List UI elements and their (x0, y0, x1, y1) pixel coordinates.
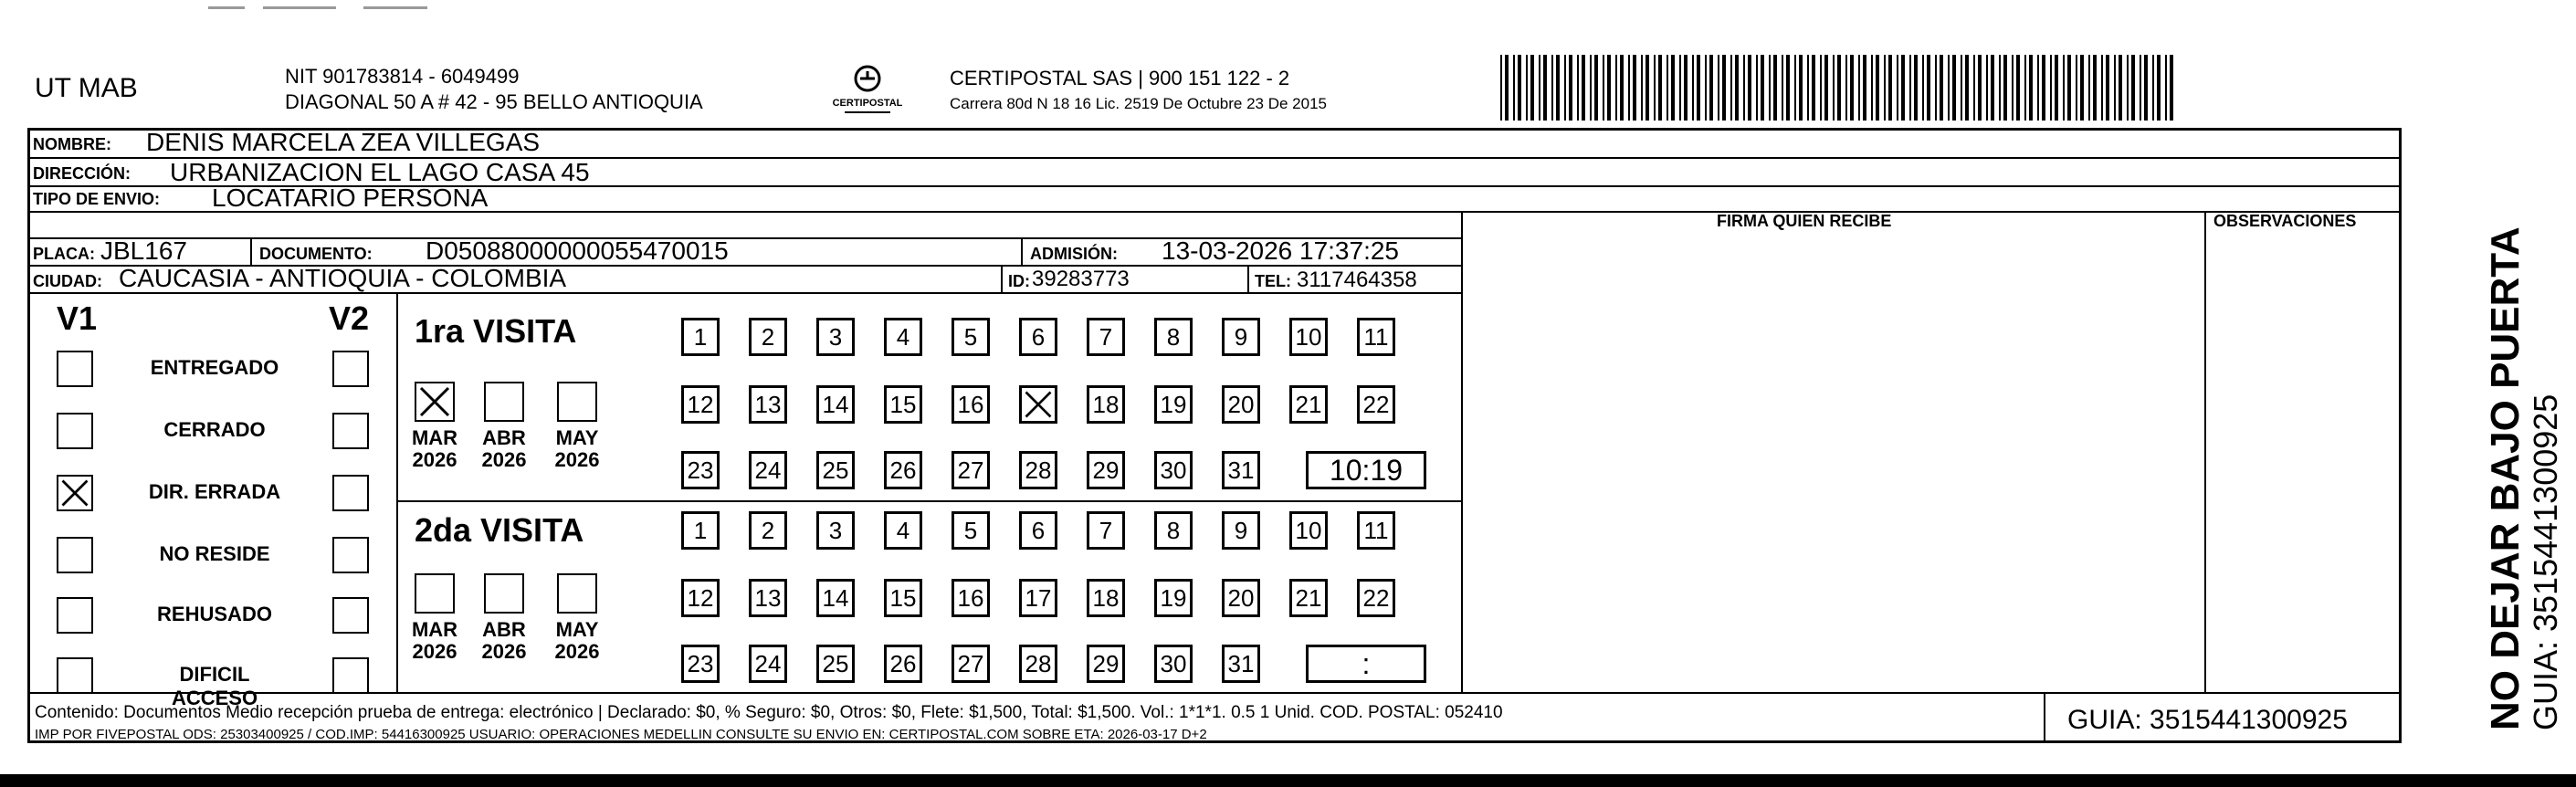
day-box[interactable]: 31 (1222, 451, 1260, 489)
barcode (1500, 55, 2180, 121)
status-label: REHUSADO (157, 603, 272, 625)
month-year: 2026 (554, 640, 600, 663)
v2-checkbox[interactable] (332, 475, 369, 511)
day-box[interactable]: 2 (749, 511, 787, 550)
month-checkbox[interactable] (557, 382, 597, 422)
day-box[interactable]: 9 (1222, 318, 1260, 356)
month-label (472, 619, 536, 663)
day-box[interactable]: 1 (681, 511, 720, 550)
footer-cell-divider (2044, 692, 2045, 743)
print-info: IMP POR FIVEPOSTAL ODS: 25303400925 / COD.IMP: 54416300925 USUARIO: OPERACIONES MEDELLIN CONSULTE SU ENVIO EN: CERTIPOSTAL.COM SOBRE ETA: 2026-03-17 D+2 (35, 727, 1207, 742)
day-box[interactable]: 25 (816, 645, 855, 683)
v1-checkbox[interactable] (57, 351, 93, 387)
v2-heading: V2 (329, 299, 370, 337)
city: CAUCASIA - ANTIOQUIA - COLOMBIA (119, 264, 567, 292)
footer-divider (27, 692, 2402, 694)
tel-number: 3117464358 (1297, 268, 1417, 292)
plate-label: PLACA: (33, 245, 95, 263)
recipient-address: URBANIZACION EL LAGO CASA 45 (170, 158, 590, 186)
day-box[interactable]: 27 (952, 645, 990, 683)
month-label (545, 427, 609, 471)
status-label: CERRADO (163, 418, 266, 441)
v2-checkbox[interactable] (332, 657, 369, 694)
day-box[interactable]: 28 (1019, 645, 1057, 683)
day-box[interactable]: 22 (1357, 385, 1395, 424)
company-name: UT MAB (35, 73, 138, 103)
cell-divider (1247, 265, 1249, 292)
day-box[interactable]: 14 (816, 579, 855, 617)
month-label (403, 619, 467, 663)
sender-info (285, 64, 703, 115)
license-line: Carrera 80d N 18 16 Lic. 2519 De Octubre 23 De 2015 (950, 95, 1327, 112)
send-type-label: TIPO DE ENVIO: (33, 190, 161, 208)
name-label: NOMBRE: (33, 135, 111, 153)
day-box[interactable]: 7 (1087, 318, 1125, 356)
month-year: 2026 (554, 448, 600, 471)
month-label (545, 619, 609, 663)
id-label: ID: (1008, 272, 1030, 290)
day-box[interactable]: 14 (816, 385, 855, 424)
day-box[interactable]: 5 (952, 511, 990, 550)
cell-divider (250, 237, 252, 265)
day-box[interactable]: 13 (749, 385, 787, 424)
v1-checkbox[interactable] (57, 537, 93, 573)
day-box[interactable]: 17 (1019, 579, 1057, 617)
day-box[interactable]: 13 (749, 579, 787, 617)
day-box[interactable]: 24 (749, 451, 787, 489)
status-label: NO RESIDE (159, 542, 270, 565)
month-name: MAY (555, 618, 599, 641)
day-box[interactable]: 23 (681, 451, 720, 489)
day-box[interactable]: 6 (1019, 511, 1057, 550)
sender-address: DIAGONAL 50 A # 42 - 95 BELLO ANTIOQUIA (285, 90, 703, 113)
visit1-title: 1ra VISITA (415, 312, 577, 350)
month-year: 2026 (481, 640, 527, 663)
nit-line: NIT 901783814 - 6049499 (285, 65, 520, 88)
day-box[interactable]: 18 (1087, 385, 1125, 424)
month-name: ABR (482, 618, 526, 641)
month-name: MAY (555, 426, 599, 449)
status-divider (396, 292, 398, 692)
obs-column-divider (2204, 211, 2206, 692)
time-box[interactable]: : (1306, 645, 1426, 683)
v1-checkbox[interactable] (57, 475, 93, 511)
bottom-edge (0, 774, 2576, 787)
day-box[interactable]: 3 (816, 318, 855, 356)
day-box[interactable]: 11 (1357, 511, 1395, 550)
document-label: DOCUMENTO: (259, 245, 373, 263)
logo-text: CERTIPOSTAL (832, 98, 903, 109)
v2-checkbox[interactable] (332, 413, 369, 449)
month-label (403, 427, 467, 471)
month-checkbox[interactable] (415, 382, 455, 422)
status-label: ENTREGADO (150, 356, 279, 379)
day-box[interactable]: 10 (1289, 318, 1328, 356)
month-year: 2026 (481, 448, 527, 471)
day-box[interactable]: 23 (681, 645, 720, 683)
visit-divider (396, 500, 1463, 502)
visit2-title: 2da VISITA (415, 511, 584, 549)
v2-checkbox[interactable] (332, 351, 369, 387)
day-box[interactable]: 12 (681, 579, 720, 617)
id-number: 39283773 (1032, 267, 1130, 291)
day-box[interactable]: 20 (1222, 579, 1260, 617)
v2-checkbox[interactable] (332, 597, 369, 634)
day-box[interactable]: 3 (816, 511, 855, 550)
day-box[interactable]: 7 (1087, 511, 1125, 550)
v1-checkbox[interactable] (57, 657, 93, 694)
day-box[interactable]: 26 (884, 645, 922, 683)
month-checkbox[interactable] (415, 573, 455, 614)
courier-info (950, 66, 1327, 117)
day-box[interactable]: 12 (681, 385, 720, 424)
day-box[interactable]: 2 (749, 318, 787, 356)
day-box[interactable]: 19 (1154, 579, 1193, 617)
day-box[interactable]: 26 (884, 451, 922, 489)
v1-checkbox[interactable] (57, 413, 93, 449)
city-label: CIUDAD: (33, 272, 102, 290)
day-box[interactable]: 29 (1087, 451, 1125, 489)
side-warning: NO DEJAR BAJO PUERTA (2483, 226, 2528, 730)
document-number: D05088000000055470015 (426, 236, 729, 265)
cell-divider (1001, 265, 1003, 292)
day-box[interactable]: 9 (1222, 511, 1260, 550)
admission-date: 13-03-2026 17:37:25 (1162, 236, 1399, 265)
v2-checkbox[interactable] (332, 537, 369, 573)
month-name: MAR (411, 618, 458, 641)
month-label (472, 427, 536, 471)
address-label: DIRECCIÓN: (33, 164, 131, 183)
day-box[interactable]: 8 (1154, 511, 1193, 550)
status-label: DIFICIL ACCESO (171, 663, 258, 709)
admission-label: ADMISIÓN: (1030, 245, 1118, 263)
plate: JBL167 (100, 236, 187, 265)
day-box[interactable]: 30 (1154, 451, 1193, 489)
day-box[interactable] (1019, 385, 1057, 424)
day-box[interactable]: 28 (1019, 451, 1057, 489)
day-box[interactable]: 16 (952, 579, 990, 617)
cell-divider (1021, 237, 1023, 265)
day-box[interactable]: 29 (1087, 645, 1125, 683)
day-box[interactable]: 4 (884, 318, 922, 356)
guide-form (27, 128, 2402, 743)
v1-heading: V1 (57, 299, 98, 337)
day-box[interactable]: 1 (681, 318, 720, 356)
day-box[interactable]: 15 (884, 579, 922, 617)
v1-checkbox[interactable] (57, 597, 93, 634)
month-name: MAR (411, 426, 458, 449)
day-box[interactable]: 8 (1154, 318, 1193, 356)
certipostal-logo (826, 60, 909, 121)
sign-column-divider (1461, 211, 1463, 692)
observations-label: OBSERVACIONES (2213, 212, 2357, 230)
month-name: ABR (482, 426, 526, 449)
day-box[interactable]: 25 (816, 451, 855, 489)
day-box[interactable]: 24 (749, 645, 787, 683)
day-box[interactable]: 31 (1222, 645, 1260, 683)
day-box[interactable]: 22 (1357, 579, 1395, 617)
month-checkbox[interactable] (484, 573, 524, 614)
day-box[interactable]: 27 (952, 451, 990, 489)
content-summary: Contenido: Documentos Medio recepción prueba de entrega: electrónico | Declarado: $0, % Seguro: $0, Otros: $0, Flete: $1,500, Total: $1,500. Vol.: 1*1*1. 0.5 1 Unid. COD. POSTAL: 052410 (35, 703, 1503, 722)
day-box[interactable]: 15 (884, 385, 922, 424)
month-year: 2026 (412, 448, 457, 471)
day-box[interactable]: 18 (1087, 579, 1125, 617)
day-box[interactable]: 16 (952, 385, 990, 424)
send-type: LOCATARIO PERSONA (212, 184, 489, 212)
day-box[interactable]: 5 (952, 318, 990, 356)
day-box[interactable]: 19 (1154, 385, 1193, 424)
month-year: 2026 (412, 640, 457, 663)
day-box[interactable]: 11 (1357, 318, 1395, 356)
day-box[interactable]: 30 (1154, 645, 1193, 683)
day-box[interactable]: 4 (884, 511, 922, 550)
tel-label: TEL: (1255, 272, 1291, 290)
day-box[interactable]: 21 (1289, 579, 1328, 617)
status-label: DIR. ERRADA (148, 480, 281, 503)
month-checkbox[interactable] (484, 382, 524, 422)
day-box[interactable]: 6 (1019, 318, 1057, 356)
day-box[interactable]: 10 (1289, 511, 1328, 550)
top-cut-marks (208, 0, 446, 5)
courier-line: CERTIPOSTAL SAS | 900 151 122 - 2 (950, 67, 1290, 89)
day-box[interactable]: 21 (1289, 385, 1328, 424)
side-guide-number: GUIA: 3515441300925 (2527, 394, 2564, 730)
day-box[interactable]: 20 (1222, 385, 1260, 424)
guide-number: GUIA: 3515441300925 (2067, 705, 2348, 735)
month-checkbox[interactable] (557, 573, 597, 614)
side-text (2484, 226, 2564, 730)
recipient-name: DENIS MARCELA ZEA VILLEGAS (146, 128, 541, 156)
time-box[interactable]: 10:19 (1306, 451, 1426, 489)
signature-label: FIRMA QUIEN RECIBE (1717, 212, 1892, 230)
